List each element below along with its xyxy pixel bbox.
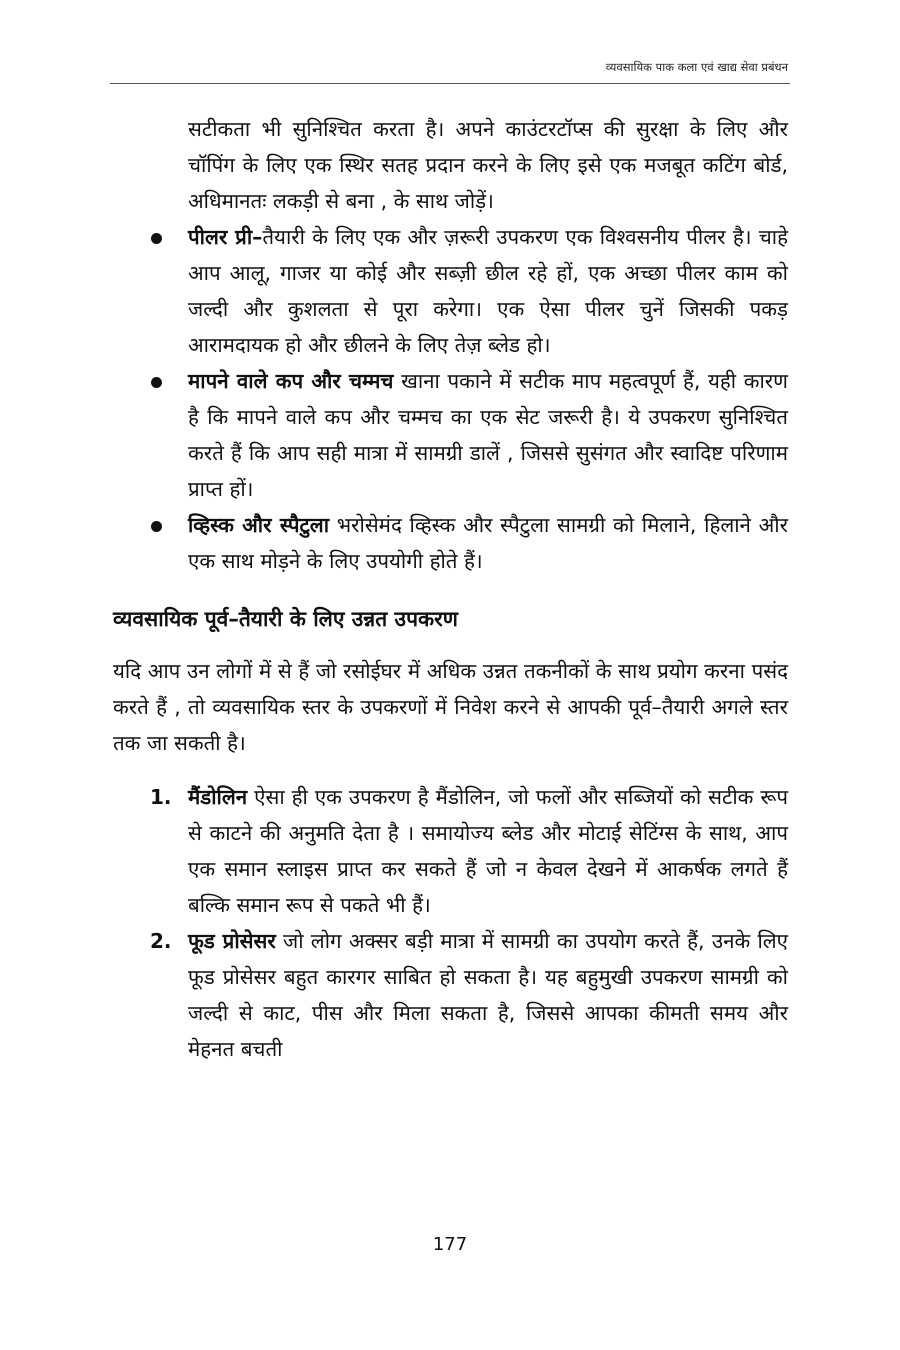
bullet-dot xyxy=(151,233,162,244)
bullet-paragraph xyxy=(188,219,788,363)
bullet-list xyxy=(113,219,788,579)
page-body xyxy=(113,111,788,1067)
numbered-item-mandoline xyxy=(113,779,788,923)
bullet-dot xyxy=(151,521,162,532)
bullet-item-whisk-spatula xyxy=(113,507,788,579)
bullet-dot xyxy=(151,377,162,388)
item-number: 2. xyxy=(150,929,172,953)
bullet-paragraph xyxy=(188,507,788,579)
continuation-paragraph: सटीकता भी सुनिश्चित करता है। अपने काउंटरटॉप्स की सुरक्षा के लिए और चॉपिंग के लिए एक स्थिर सतह प्रदान करने के लिए इसे एक मजबूत कटिंग बोर्ड, अधिमानतः लकड़ी से बना , के साथ जोड़ें। xyxy=(188,117,788,213)
page-number: 177 xyxy=(432,1234,468,1255)
bullet-term: मापने वाले कप और चम्मच xyxy=(188,369,394,393)
numbered-paragraph xyxy=(188,923,788,1067)
running-head: व्यवसायिक पाक कला एवं खाद्य सेवा प्रबंधन xyxy=(605,60,788,74)
bullet-text: तैयारी के लिए एक और ज़रूरी उपकरण एक विश्वसनीय पीलर है। चाहे आप आलू, गाजर या कोई और सब्ज़ी छील रहे हों, एक अच्छा पीलर काम को जल्दी और कुशलता से पूरा करेगा। एक ऐसा पीलर चुनें जिसकी पकड़ आरामदायक हो और छीलने के लिए तेज़ ब्लेड हो। xyxy=(188,225,788,357)
bullet-term: पीलर प्री– xyxy=(188,225,263,249)
section-heading: व्यवसायिक पूर्व–तैयारी के लिए उन्नत उपकरण xyxy=(113,607,458,631)
item-term: मैंडोलिन xyxy=(188,785,248,809)
bullet-item-measuring-cups xyxy=(113,363,788,507)
bullet-text: खाना पकाने में सटीक माप महत्वपूर्ण हैं, यही कारण है कि मापने वाले कप और चम्मच का एक सेट जरूरी है। ये उपकरण सुनिश्चित करते हैं कि आप सही मात्रा में सामग्री डालें , जिससे सुसंगत और स्वादिष्ट परिणाम प्राप्त हों। xyxy=(188,369,788,501)
bullet-text: भरोसेमंद व्हिस्क और स्पैटुला सामग्री को मिलाने, हिलाने और एक साथ मोड़ने के लिए उपयोगी होते हैं। xyxy=(188,513,788,573)
item-text: जो लोग अक्सर बड़ी मात्रा में सामग्री का उपयोग करते हैं, उनके लिए फूड प्रोसेसर बहुत कारगर साबित हो सकता है। यह बहुमुखी उपकरण सामग्री को जल्दी से काट, पीस और मिला सकता है, जिससे आपका कीमती समय और मेहनत बचती xyxy=(188,929,789,1061)
item-number: 1. xyxy=(150,785,172,809)
item-term: फूड प्रोसेसर xyxy=(188,929,276,953)
numbered-paragraph xyxy=(188,779,788,923)
bullet-paragraph xyxy=(188,363,788,507)
header-rule xyxy=(110,83,790,84)
bullet-item-peeler xyxy=(113,219,788,363)
numbered-list xyxy=(113,779,788,1067)
bullet-term: व्हिस्क और स्पैटुला xyxy=(188,513,330,537)
numbered-item-food-processor xyxy=(113,923,788,1067)
intro-paragraph: यदि आप उन लोगों में से हैं जो रसोईघर में अधिक उन्नत तकनीकों के साथ प्रयोग करना पसंद करते हैं , तो व्यवसायिक स्तर के उपकरणों में निवेश करने से आपकी पूर्व–तैयारी अगले स्तर तक जा सकती है। xyxy=(113,659,788,755)
item-text: ऐसा ही एक उपकरण है मैंडोलिन, जो फलों और सब्जियों को सटीक रूप से काटने की अनुमति देता है । समायोज्य ब्लेड और मोटाई सेटिंग्स के साथ, आप एक समान स्लाइस प्राप्त कर सकते हैं जो न केवल देखने में आकर्षक लगते हैं बल्कि समान रूप से पकते भी हैं। xyxy=(188,785,788,917)
